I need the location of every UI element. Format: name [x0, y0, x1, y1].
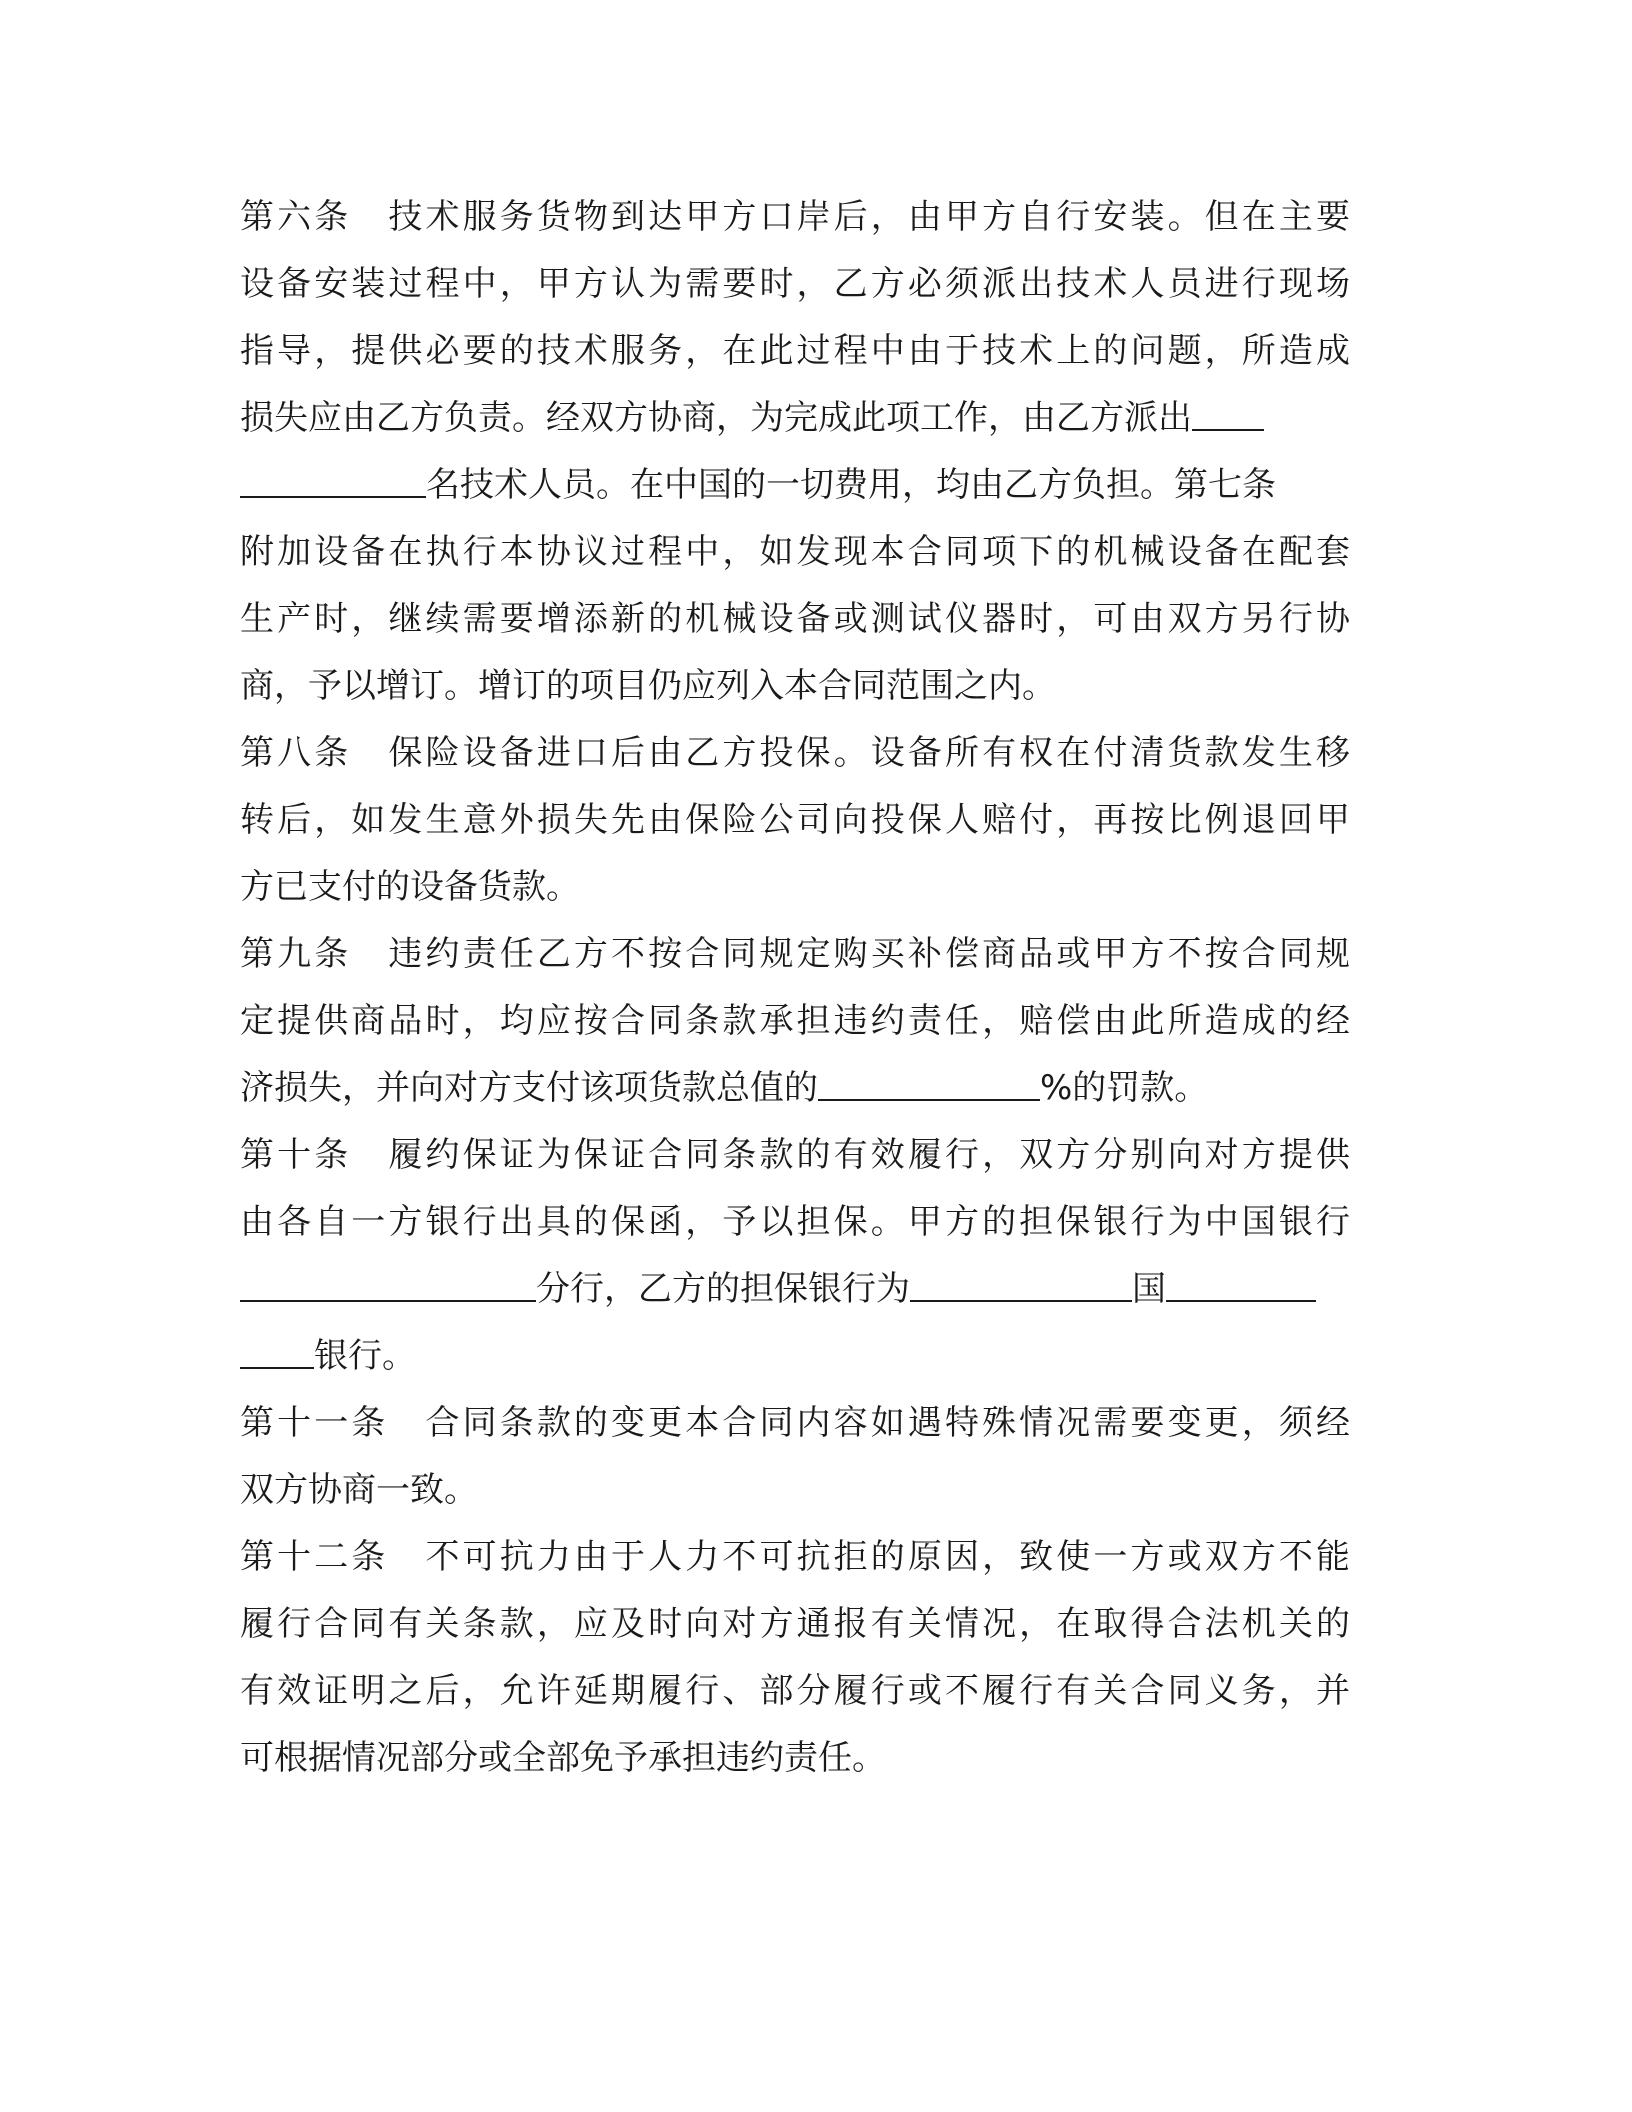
text-line: [240, 1591, 1350, 1658]
text-line: [240, 1256, 1350, 1323]
text-line: [240, 1189, 1350, 1256]
line-text: 设备安装过程中，甲方认为需要时，乙方必须派出技术人员进行现场: [240, 264, 1350, 304]
text-line: [240, 921, 1350, 988]
line-text: 商，予以增订。增订的项目仍应列入本合同范围之内。: [240, 666, 1056, 706]
line-text: 履行合同有关条款，应及时向对方通报有关情况，在取得合法机关的: [240, 1604, 1350, 1644]
line-text: 第十条 履约保证为保证合同条款的有效履行，双方分别向对方提供: [240, 1135, 1350, 1175]
line-text: 指导，提供必要的技术服务，在此过程中由于技术上的问题，所造成: [240, 331, 1350, 371]
text-line: [240, 452, 1350, 519]
text-line: [240, 988, 1350, 1055]
text-line: [240, 385, 1350, 452]
text-line: [240, 519, 1350, 586]
text-line: [240, 1457, 1350, 1524]
fill-in-blank: [1192, 389, 1264, 431]
line-text: 济损失，并向对方支付该项货款总值的: [240, 1068, 818, 1108]
contract-text-body: [240, 184, 1350, 1792]
line-text: 生产时，继续需要增添新的机械设备或测试仪器时，可由双方另行协: [240, 599, 1350, 639]
line-text: 分行，乙方的担保银行为: [536, 1269, 910, 1309]
line-text: 第十一条 合同条款的变更本合同内容如遇特殊情况需要变更，须经: [240, 1403, 1350, 1443]
text-line: [240, 318, 1350, 385]
line-text: 双方协商一致。: [240, 1470, 478, 1510]
line-text: 可根据情况部分或全部免予承担违约责任。: [240, 1738, 886, 1778]
text-line: [240, 1524, 1350, 1591]
fill-in-blank: [1166, 1260, 1316, 1302]
text-line: [240, 1725, 1350, 1792]
text-line: [240, 1658, 1350, 1725]
line-text: 第八条 保险设备进口后由乙方投保。设备所有权在付清货款发生移: [240, 733, 1350, 773]
text-line: [240, 720, 1350, 787]
line-text: 附加设备在执行本协议过程中，如发现本合同项下的机械设备在配套: [240, 532, 1350, 572]
line-text: 银行。: [314, 1336, 416, 1376]
text-line: [240, 653, 1350, 720]
fill-in-blank: [240, 456, 426, 498]
text-line: [240, 1323, 1350, 1390]
text-line: [240, 1122, 1350, 1189]
text-line: [240, 184, 1350, 251]
line-text: 有效证明之后，允许延期履行、部分履行或不履行有关合同义务，并: [240, 1671, 1350, 1711]
text-line: [240, 1055, 1350, 1122]
line-text: 名技术人员。在中国的一切费用，均由乙方负担。第七条: [426, 465, 1276, 505]
line-suffix: 国: [1132, 1269, 1166, 1309]
fill-in-blank: [910, 1260, 1132, 1302]
line-text: 由各自一方银行出具的保函，予以担保。甲方的担保银行为中国银行: [240, 1202, 1350, 1242]
text-line: [240, 586, 1350, 653]
line-text: 转后，如发生意外损失先由保险公司向投保人赔付，再按比例退回甲: [240, 800, 1350, 840]
line-text: 损失应由乙方负责。经双方协商，为完成此项工作，由乙方派出: [240, 398, 1192, 438]
text-line: [240, 787, 1350, 854]
fill-in-blank: [818, 1059, 1040, 1101]
text-line: [240, 251, 1350, 318]
line-text: 第九条 违约责任乙方不按合同规定购买补偿商品或甲方不按合同规: [240, 934, 1350, 974]
fill-in-blank: [240, 1327, 314, 1369]
line-text: 方已支付的设备货款。: [240, 867, 580, 907]
line-text: 定提供商品时，均应按合同条款承担违约责任，赔偿由此所造成的经: [240, 1001, 1350, 1041]
text-line: [240, 854, 1350, 921]
line-text: 第十二条 不可抗力由于人力不可抗拒的原因，致使一方或双方不能: [240, 1537, 1350, 1577]
fill-in-blank: [240, 1260, 536, 1302]
line-suffix: %的罚款。: [1040, 1068, 1209, 1108]
line-text: 第六条 技术服务货物到达甲方口岸后，由甲方自行安装。但在主要: [240, 197, 1350, 237]
text-line: [240, 1390, 1350, 1457]
